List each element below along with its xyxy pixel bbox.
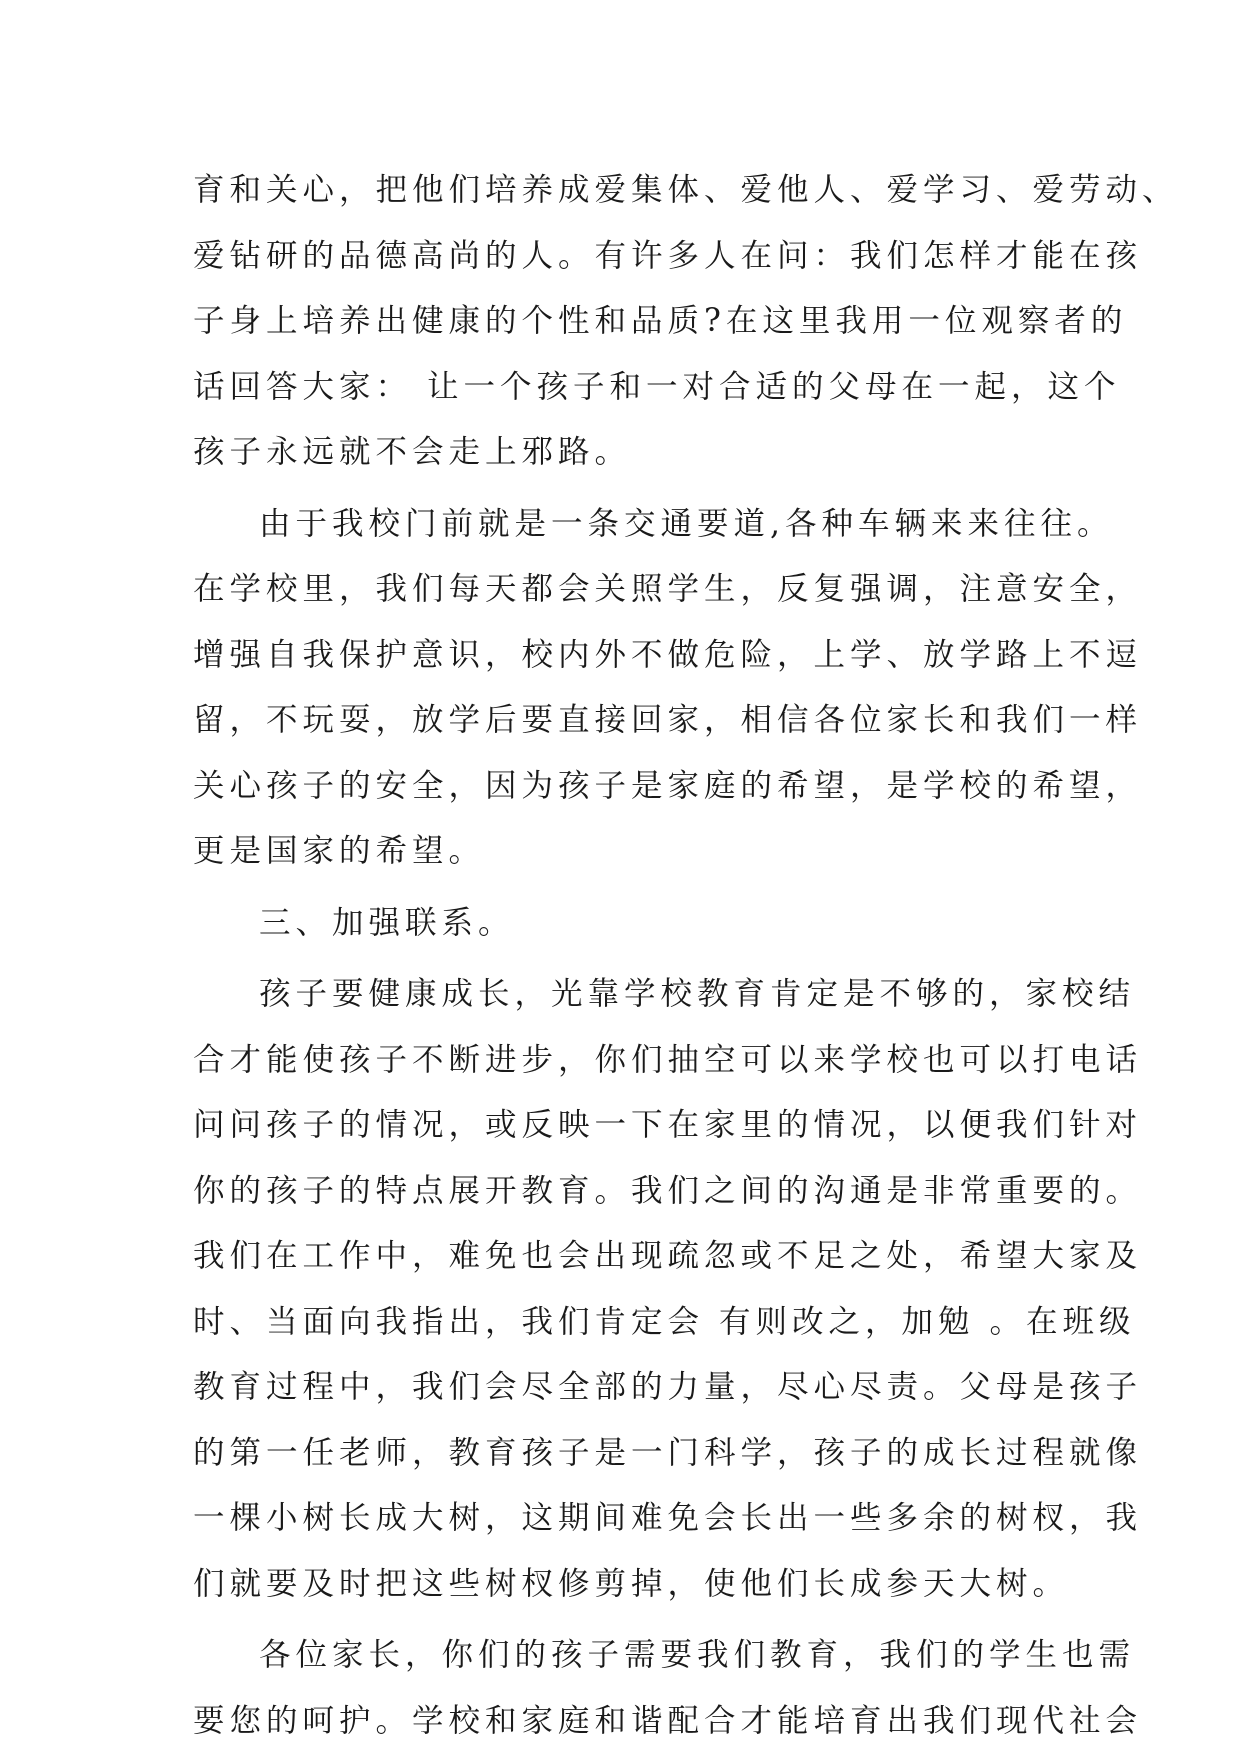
text-line: 问问孩子的情况，或反映一下在家里的情况，以便我们针对 bbox=[193, 1107, 1143, 1143]
text-line: 三、加强联系。 bbox=[259, 904, 515, 941]
text-line: 孩子要健康成长，光靠学校教育肯定是不够的，家校结 bbox=[259, 976, 1136, 1012]
text-line: 的第一任老师，教育孩子是一门科学，孩子的成长过程就像 bbox=[193, 1434, 1143, 1471]
text-line: 爱钻研的品德高尚的人。有许多人在问：我们怎样才能在孩 bbox=[193, 237, 1143, 274]
text-line: 你的孩子的特点展开教育。我们之间的沟通是非常重要的。 bbox=[193, 1172, 1143, 1209]
text-line: 一棵小树长成大树，这期间难免会长出一些多余的树杈，我 bbox=[193, 1500, 1143, 1536]
text-line: 孩子永远就不会走上邪路。 bbox=[193, 434, 632, 470]
text-line: 要您的呵护。学校和家庭和谐配合才能培育出我们现代社会 bbox=[193, 1702, 1143, 1739]
text-line: 留，不玩耍，放学后要直接回家，相信各位家长和我们一样 bbox=[193, 702, 1143, 738]
text-line: 由于我校门前就是一条交通要道,各种车辆来来往往。 bbox=[259, 505, 1114, 542]
text-line: 在学校里，我们每天都会关照学生，反复强调，注意安全， bbox=[193, 571, 1143, 607]
text-line: 各位家长，你们的孩子需要我们教育，我们的学生也需 bbox=[259, 1637, 1136, 1673]
text-line: 教育过程中，我们会尽全部的力量，尽心尽责。父母是孩子 bbox=[193, 1369, 1143, 1405]
text-line: 话回答大家： 让一个孩子和一对合适的父母在一起，这个 bbox=[193, 368, 1121, 405]
text-line: 时、当面向我指出，我们肯定会 有则改之，加勉 。在班级 bbox=[193, 1303, 1136, 1340]
text-line: 我们在工作中，难免也会出现疏忽或不足之处，希望大家及 bbox=[193, 1238, 1143, 1274]
text-line: 们就要及时把这些树杈修剪掉，使他们长成参天大树。 bbox=[193, 1565, 1070, 1602]
body-text bbox=[193, 158, 1179, 1754]
text-line: 关心孩子的安全，因为孩子是家庭的希望，是学校的希望， bbox=[193, 767, 1143, 804]
text-line: 子身上培养出健康的个性和品质?在这里我用一位观察者的 bbox=[193, 303, 1128, 339]
text-line: 合才能使孩子不断进步，你们抽空可以来学校也可以打电话 bbox=[193, 1041, 1143, 1078]
text-line: 育和关心，把他们培养成爱集体、爱他人、爱学习、爱劳动、 bbox=[193, 172, 1179, 208]
text-line: 更是国家的希望。 bbox=[193, 833, 486, 869]
text-line: 增强自我保护意识，校内外不做危险，上学、放学路上不逗 bbox=[193, 636, 1143, 673]
